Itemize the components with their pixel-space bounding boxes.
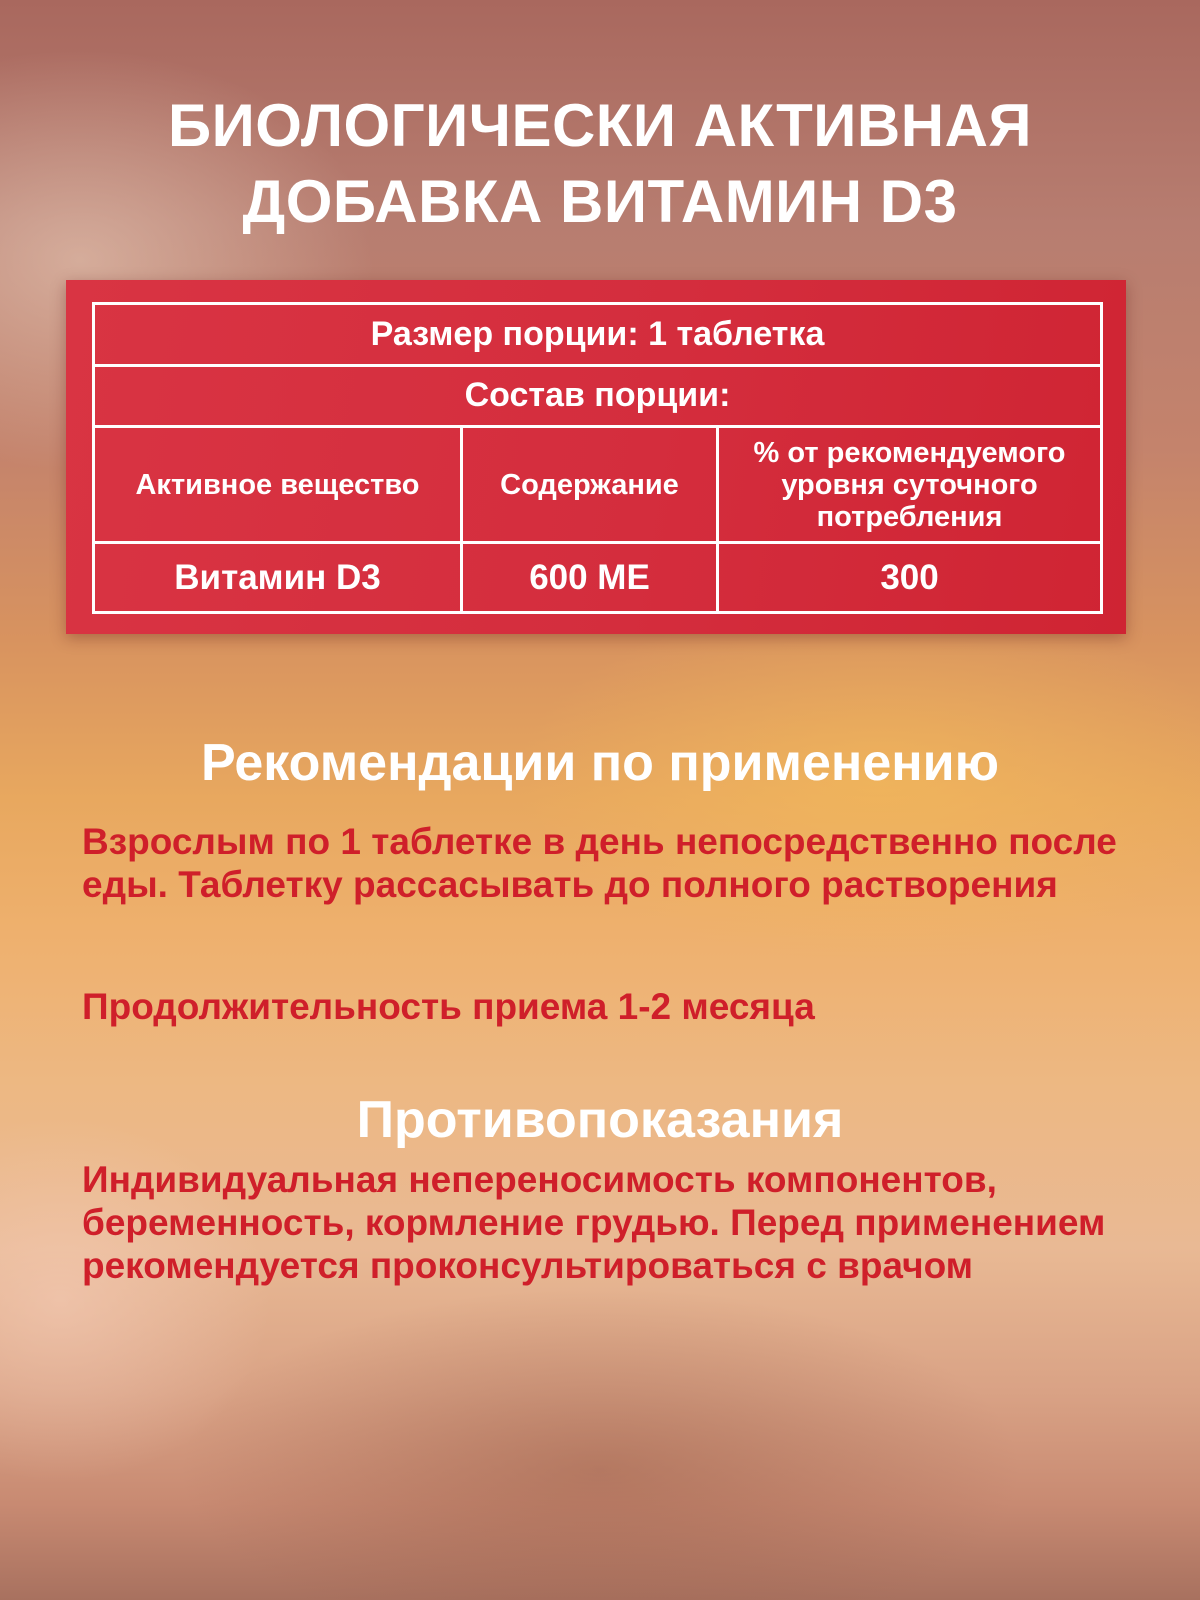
title-line-1: БИОЛОГИЧЕСКИ АКТИВНАЯ (167, 92, 1033, 159)
composition-row (94, 365, 1102, 427)
usage-heading: Рекомендации по применению (200, 734, 1000, 792)
supplement-facts-panel (66, 280, 1126, 634)
header-active-substance: Активное вещество (94, 427, 462, 543)
contraindications-heading: Противопоказания (356, 1091, 844, 1149)
duration-text: Продолжительность приема 1-2 месяца (82, 986, 815, 1027)
contraindications-text: Индивидуальная непереносимость компонентов, беременность, кормление грудью. Перед применением рекомендуется проконсультироваться с врачом (82, 1159, 1106, 1286)
title-line-2: ДОБАВКА ВИТАМИН D3 (242, 168, 958, 235)
serving-size-row (94, 304, 1102, 366)
page-title (0, 88, 1200, 240)
supplement-facts-table (92, 302, 1103, 614)
header-daily-percent: % от рекомендуемого уровня суточного потребления (718, 427, 1102, 543)
cell-percent: 300 (718, 543, 1102, 613)
cell-amount: 600 МЕ (462, 543, 718, 613)
table-header-row (94, 427, 1102, 543)
composition-cell: Состав порции: (94, 365, 1102, 427)
usage-text: Взрослым по 1 таблетке в день непосредственно после еды. Таблетку рассасывать до полного растворения (82, 821, 1117, 905)
header-content: Содержание (462, 427, 718, 543)
table-row (94, 543, 1102, 613)
serving-size-cell: Размер порции: 1 таблетка (94, 304, 1102, 366)
cell-substance: Витамин D3 (94, 543, 462, 613)
